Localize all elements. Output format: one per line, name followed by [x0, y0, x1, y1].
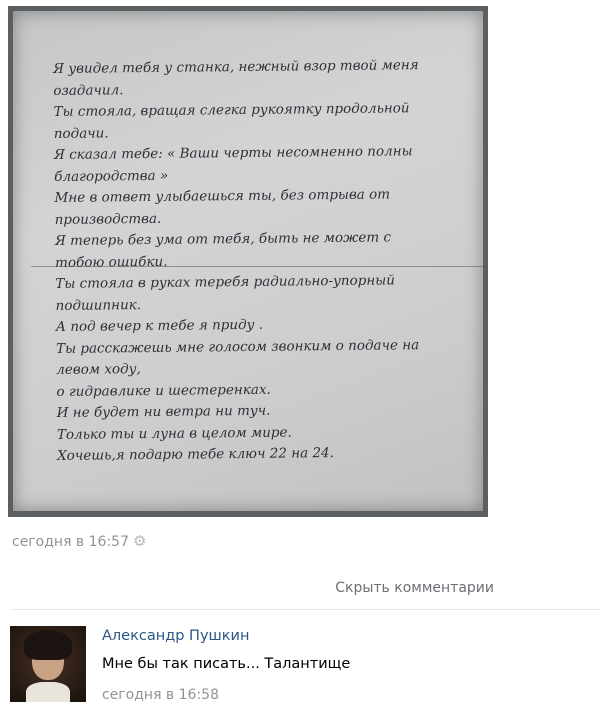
poem-line: подшипник.: [55, 296, 142, 314]
divider: [10, 609, 600, 610]
poem-line: производства.: [54, 210, 162, 228]
comment-text: Мне бы так писать... Талантище: [102, 656, 351, 672]
comment-author-link[interactable]: Александр Пушкин: [102, 628, 250, 644]
poem-line: Ты стояла, вращая слегка рукоятку продольной: [53, 100, 410, 120]
poem-line: И не будет ни ветра ни туч.: [56, 402, 271, 421]
post-timestamp-row: [12, 532, 146, 550]
poem-line: А под вечер к тебе я приду .: [55, 316, 264, 335]
post-photo[interactable]: [8, 6, 488, 517]
poem-text: [53, 55, 463, 468]
poem-line: Только ты и луна в целом мире.: [56, 424, 292, 443]
poem-line: озадачил.: [53, 81, 124, 99]
poem-line: Ты расскажешь мне голосом звонким о подаче на: [55, 336, 420, 357]
poem-line: Хочешь,я подарю тебе ключ 22 на 24.: [57, 445, 334, 464]
avatar[interactable]: [10, 626, 86, 702]
poem-line: левом ходу,: [56, 361, 141, 378]
comment-timestamp[interactable]: сегодня в 16:58: [102, 687, 219, 703]
poem-line: Я теперь без ума от тебя, быть не может с: [54, 229, 392, 249]
avatar-collar: [26, 682, 70, 702]
poem-line: подачи.: [53, 124, 109, 142]
poem-line: Я увидел тебя у станка, нежный взор твой меня: [53, 57, 419, 77]
poem-line: о гидравлике и шестеренках.: [56, 381, 271, 400]
poem-line: Ты стояла в руках теребя радиально-упорный: [55, 272, 395, 292]
avatar-hair: [24, 630, 72, 660]
gear-icon[interactable]: ⚙: [132, 532, 147, 550]
hide-comments-link[interactable]: Скрыть комментарии: [335, 580, 494, 596]
post-timestamp[interactable]: сегодня в 16:57: [12, 534, 129, 550]
poem-line: Я сказал тебе: « Ваши черты несомненно полны: [53, 143, 413, 163]
poem-line: тобою ошибки.: [55, 253, 168, 271]
paper-sheet: [13, 11, 483, 511]
poem-line: Мне в ответ улыбаешься ты, без отрыва от: [54, 186, 391, 206]
poem-line: благородства »: [54, 167, 169, 185]
